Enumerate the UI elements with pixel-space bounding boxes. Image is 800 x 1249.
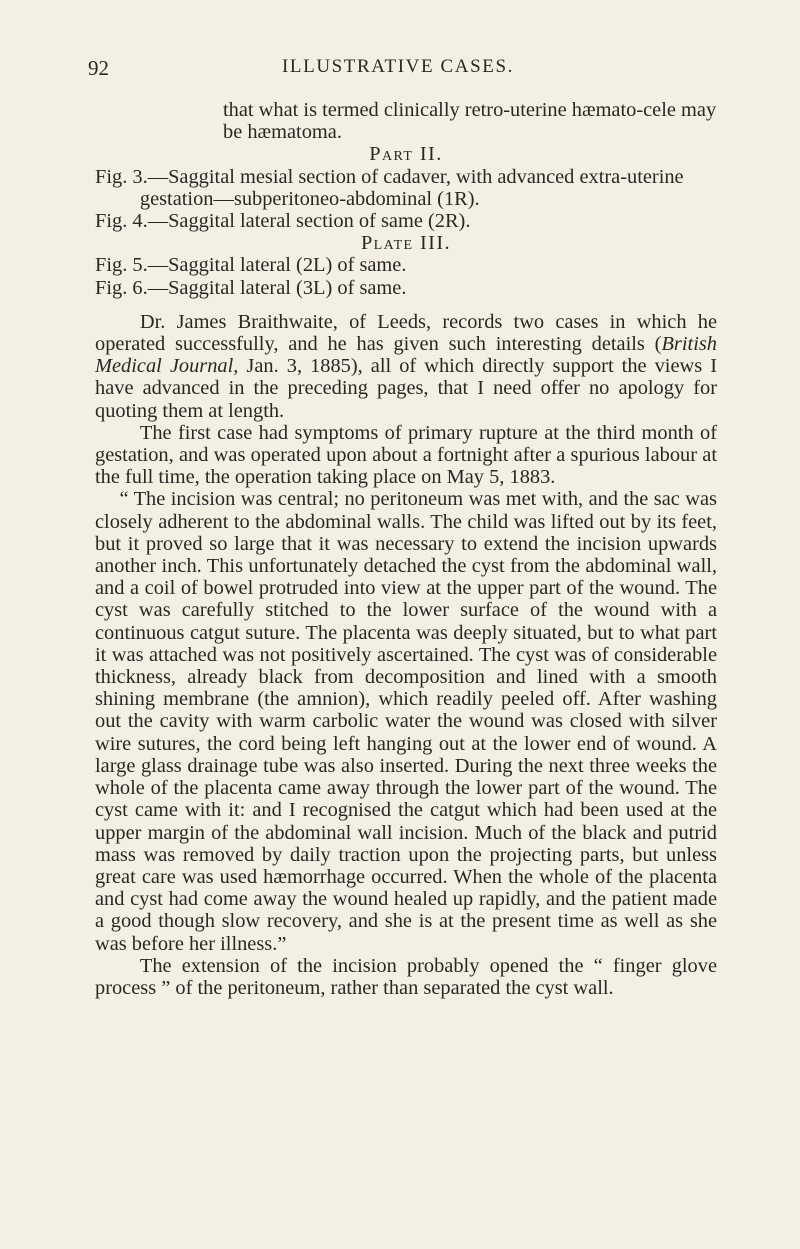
running-head <box>88 56 708 86</box>
paragraph-1-text-a: Dr. James Braithwaite, of Leeds, records two cases in which he operated successfully, and he has given such interesting details ( <box>95 310 717 356</box>
intro-paragraph <box>95 99 717 143</box>
part-heading: Part II. <box>369 143 443 166</box>
main-text <box>95 99 717 999</box>
paragraph-braithwaite <box>95 311 717 422</box>
figure-caption-6: Fig. 6.—Saggital lateral (3L) of same. <box>95 276 407 299</box>
paragraph-conclusion: The extension of the incision probably opened the “ finger glove process ” of the peritoneum, rather than separated the cyst wall. <box>95 954 717 999</box>
running-title: ILLUSTRATIVE CASES. <box>281 56 514 77</box>
paragraph-1-text-b: Jan. 3, 1885), all of which directly support the views I have advanced in the preceding pages, that I need offer no apology for quoting them at length. <box>95 355 718 422</box>
plate-figure-list <box>95 254 717 298</box>
figure-caption-5: Fig. 5.—Saggital lateral (2L) of same. <box>95 254 407 277</box>
figure-caption-4: Fig. 4.—Saggital lateral section of same (2R). <box>95 210 471 233</box>
part-figure-list <box>95 166 717 233</box>
journal-citation: British Medical Journal, <box>95 333 717 378</box>
intro-text: that what is termed clinically retro-uterine hæmato-cele may be hæmatoma. <box>223 99 717 144</box>
paragraph-quotation: “ The incision was central; no peritoneum was met with, and the sac was closely adherent to the abdominal walls. The child was lifted out by its feet, but it proved so large that it was necessary to extend the incision upwards another inch. This unfortunately detached the cyst from the abdominal wall, and a coil of bowel protruded into view at the upper part of the wound. The cyst was carefully stitched to the lower surface of the wound with a continuous catgut suture. The placenta was deeply situated, but to what part it was attached was not positively ascertained. The cyst was of considerable thickness, already black from decomposition and lined with a smooth shining membrane (the amnion), which readily peeled off. After washing out the cavity with warm carbolic water the wound was closed with silver wire sutures, the cord being left hanging out at the lower end of wound. A large glass drainage tube was also inserted. During the next three weeks the whole of the placenta came away through the lower part of the wound. The cyst came with it: and I recognised the catgut which had been used at the upper margin of the abdominal wall incision. Much of the black and putrid mass was removed by daily traction upon the projecting parts, but unless great care was used hæmorrhage occurred. When the whole of the placenta and cyst had come away the wound healed up rapidly, and the patient made a good though slow recovery, and she is at the present time as well as she was before her illness.” <box>95 488 717 955</box>
section-spacer <box>95 299 717 311</box>
plate-heading: Plate III. <box>360 232 452 255</box>
figure-caption-3: Fig. 3.—Saggital mesial section of cadaver, with advanced extra-uterine gestation—subperitoneo-abdominal (1R). <box>95 165 684 210</box>
page-number: 92 <box>88 56 109 80</box>
paragraph-first-case: The first case had symptoms of primary rupture at the third month of gestation, and was operated upon about a fortnight after a spurious labour at the full time, the operation taking place on May 5, 1883. <box>95 421 717 489</box>
